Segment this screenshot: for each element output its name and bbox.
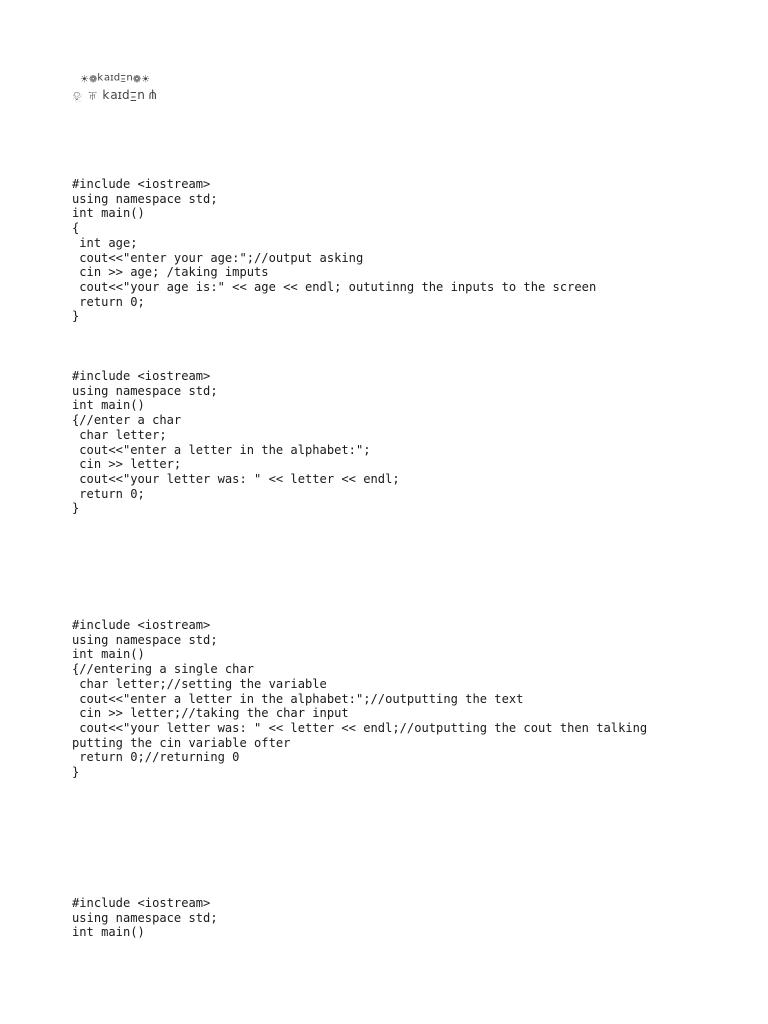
code-line: using namespace std; [72, 383, 218, 398]
code-line: cout<<"your letter was: " << letter << endl; [72, 471, 400, 486]
code-line: { [72, 221, 80, 236]
code-line: cin >> age; /taking imputs [72, 265, 269, 280]
code-line: #include <iostream> [72, 618, 211, 632]
code-line: int main() [72, 647, 145, 662]
code-line: putting the cin variable ofter [72, 735, 291, 750]
code-line: return 0; [72, 294, 145, 309]
code-line: cout<<"enter a letter in the alphabet:"; [72, 442, 371, 457]
code-line: cin >> letter; [72, 457, 182, 472]
code-line: {//enter a char [72, 413, 182, 428]
code-line: return 0;//returning 0 [72, 750, 240, 765]
code-block-4 [72, 896, 218, 940]
upside-down-header-line-2: ψ uΞpɪɐʞ ㄓ ☃ [72, 89, 157, 103]
code-line: cout<<"your age is:" << age << endl; oututinng the inputs to the screen [72, 279, 597, 294]
code-line: cout<<"your letter was: " << letter << endl;//outputting the cout then talking [72, 720, 648, 735]
code-line: } [72, 501, 80, 516]
code-line: } [72, 765, 80, 780]
upside-down-header-line-1: ☀❁uΞpɪɐʞ❁☀ [80, 72, 151, 83]
code-line: int main() [72, 398, 145, 413]
code-line: cout<<"enter your age:";//output asking [72, 250, 364, 265]
code-line: char letter; [72, 427, 167, 442]
code-line: int age; [72, 235, 138, 250]
code-line: return 0; [72, 486, 145, 501]
code-line: #include <iostream> [72, 369, 211, 383]
code-line: using namespace std; [72, 632, 218, 647]
code-line: int main() [72, 925, 145, 940]
code-line: using namespace std; [72, 910, 218, 925]
code-line: char letter;//setting the variable [72, 676, 327, 691]
code-line: } [72, 309, 80, 324]
code-block-3 [72, 618, 647, 780]
code-block-2 [72, 369, 400, 516]
code-line: #include <iostream> [72, 177, 211, 191]
code-line: {//entering a single char [72, 662, 255, 677]
code-line: cin >> letter;//taking the char input [72, 706, 349, 721]
code-line: using namespace std; [72, 191, 218, 206]
code-line: int main() [72, 206, 145, 221]
code-line: cout<<"enter a letter in the alphabet:";//outputting the text [72, 691, 524, 706]
code-block-1 [72, 177, 596, 324]
code-line: #include <iostream> [72, 896, 211, 910]
